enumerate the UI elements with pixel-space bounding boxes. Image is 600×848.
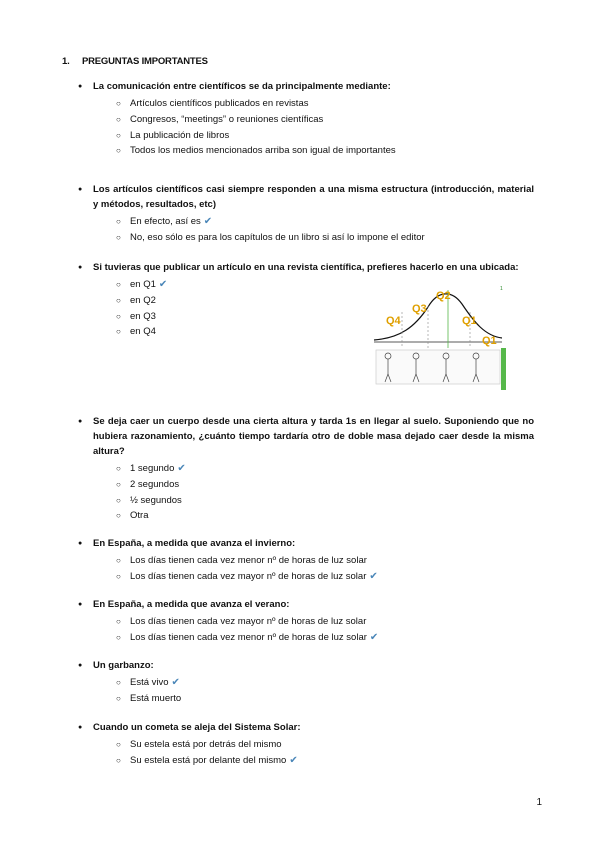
option-item xyxy=(116,128,534,144)
check-icon: ✔ xyxy=(158,279,168,290)
figure-label-q4: Q4 xyxy=(386,315,401,327)
option-text: La publicación de libros xyxy=(130,129,230,141)
option-item xyxy=(116,214,534,230)
question-1 xyxy=(78,79,534,159)
option-text: en Q3 xyxy=(130,310,156,322)
option-text: 1 segundo xyxy=(130,463,175,474)
question-8 xyxy=(78,720,534,769)
figure-label-q3: Q3 xyxy=(412,303,427,315)
question-title: ● En España, a medida que avanza el verano: xyxy=(78,597,534,612)
option-item xyxy=(116,112,534,128)
option-list xyxy=(78,96,534,159)
question-title: ● Si tuvieras que publicar un artículo en una revista científica, prefieres hacerlo en una ubicada: xyxy=(78,260,534,275)
check-icon: ✔ xyxy=(171,677,180,688)
option-text: en Q1 xyxy=(130,279,156,290)
option-text: en Q4 xyxy=(130,326,156,338)
question-title: ● En España, a medida que avanza el invierno: xyxy=(78,536,534,551)
option-text: ½ segundos xyxy=(130,494,182,506)
option-list xyxy=(78,614,534,646)
option-item xyxy=(116,675,534,691)
option-item xyxy=(116,614,534,630)
option-item xyxy=(116,477,534,493)
option-text: En efecto, así es xyxy=(130,216,201,227)
option-list xyxy=(78,461,534,524)
option-text: Está vivo xyxy=(130,677,169,688)
option-item xyxy=(116,753,534,769)
question-title: ● Los artículos científicos casi siempre responden a una misma estructura (introducción, material y métodos, resultados, etc) xyxy=(78,182,534,212)
check-icon: ✔ xyxy=(177,463,186,474)
option-list xyxy=(78,737,534,769)
option-item xyxy=(116,569,534,585)
option-text: Congresos, “meetings” o reuniones científicas xyxy=(130,113,324,125)
check-icon: ✔ xyxy=(289,754,298,766)
question-title: ● La comunicación entre científicos se da principalmente mediante: xyxy=(78,79,534,94)
option-item xyxy=(116,691,534,707)
option-text: Artículos científicos publicados en revistas xyxy=(130,98,309,109)
option-item xyxy=(116,461,534,477)
figure-corner-mark: 1 xyxy=(500,286,503,292)
option-text: Los días tienen cada vez mayor nº de horas de luz solar xyxy=(130,570,367,582)
option-item xyxy=(116,737,534,753)
option-text: Los días tienen cada vez menor nº de horas de luz solar xyxy=(130,555,367,566)
section-number: 1. xyxy=(62,56,70,67)
figure-label-q2: Q2 xyxy=(436,290,451,302)
question-7 xyxy=(78,658,534,707)
figure-green-edge xyxy=(501,348,506,390)
option-text: Los días tienen cada vez menor nº de horas de luz solar xyxy=(130,631,367,643)
quartile-distribution-figure xyxy=(370,282,506,390)
option-text: Su estela está por detrás del mismo xyxy=(130,739,282,750)
option-item xyxy=(116,630,534,646)
option-text: Otra xyxy=(130,510,149,522)
question-4 xyxy=(78,414,534,524)
option-list xyxy=(78,675,534,707)
option-item xyxy=(116,96,534,112)
question-title: ● Un garbanzo: xyxy=(78,658,534,673)
option-text: Todos los medios mencionados arriba son igual de importantes xyxy=(130,145,396,157)
option-list xyxy=(78,214,534,246)
page-number: 1 xyxy=(536,797,542,808)
question-2 xyxy=(78,182,534,246)
question-title: ● Se deja caer un cuerpo desde una cierta altura y tarda 1s en llegar al suelo. Suponiendo que no hubiera razonamiento, ¿cuánto tiempo tardaría otro de doble masa dejado caer desde la misma altura? xyxy=(78,414,534,459)
option-text: No, eso sólo es para los capítulos de un libro si así lo impone el editor xyxy=(130,231,425,243)
option-list xyxy=(78,553,534,585)
option-text: en Q2 xyxy=(130,294,156,306)
section-heading xyxy=(62,56,208,67)
option-item xyxy=(116,553,534,569)
question-title: ● Cuando un cometa se aleja del Sistema Solar: xyxy=(78,720,534,735)
option-item xyxy=(116,230,534,246)
check-icon: ✔ xyxy=(369,570,378,582)
option-text: Los días tienen cada vez mayor nº de horas de luz solar xyxy=(130,616,367,627)
section-title: PREGUNTAS IMPORTANTES xyxy=(82,56,208,67)
option-text: Está muerto xyxy=(130,692,182,704)
question-5 xyxy=(78,536,534,585)
option-text: 2 segundos xyxy=(130,478,180,490)
figure-people-illustration xyxy=(376,350,500,384)
option-item xyxy=(116,508,534,524)
figure-label-q1-tail: Q1 xyxy=(482,335,497,347)
option-item xyxy=(116,143,534,159)
question-6 xyxy=(78,597,534,646)
option-item xyxy=(116,493,534,509)
figure-label-q1: Q1 xyxy=(462,315,477,327)
check-icon: ✔ xyxy=(203,216,213,227)
option-text: Su estela está por delante del mismo xyxy=(130,754,287,766)
check-icon: ✔ xyxy=(369,631,379,643)
